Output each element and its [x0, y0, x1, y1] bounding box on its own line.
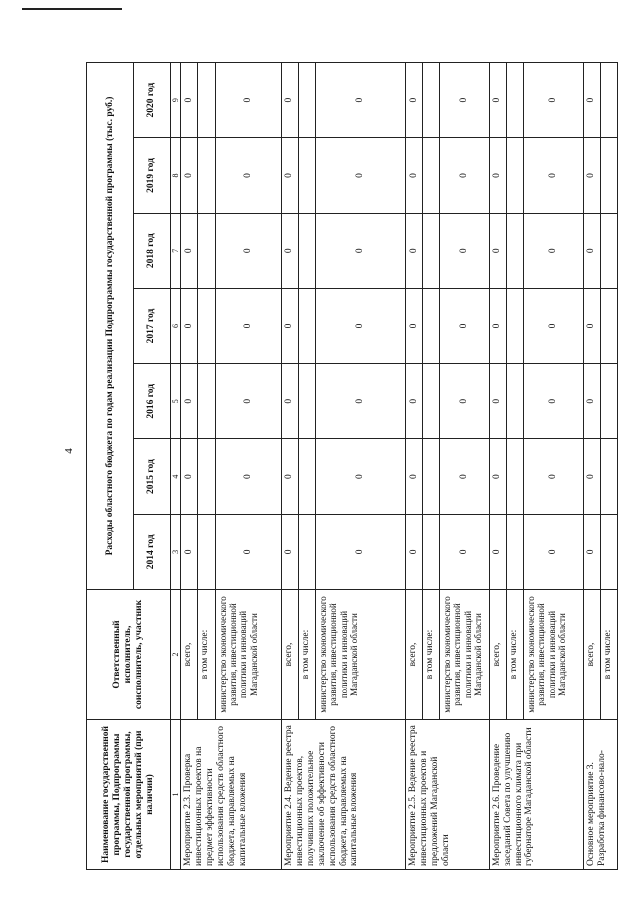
total-label: всего,: [281, 590, 298, 720]
value-cell: 0: [523, 138, 583, 213]
value-cell: 0: [440, 213, 490, 288]
value-cell: 0: [181, 213, 198, 288]
value-cell: 0: [281, 63, 298, 138]
row-name: Мероприятие 2.3. Проверка инвестиционных проектов на предмет эффективности использования средств областного бюджета, направляемых на капитальные вложения: [181, 720, 281, 870]
year-header: 2020 год: [134, 63, 170, 138]
header-name: Наименование государственной программы, Подпрограммы государственной программы, отдельных мероприятий (при наличии): [87, 720, 171, 870]
total-label: всего,: [181, 590, 198, 720]
value-cell: 0: [405, 439, 422, 514]
value-cell: 0: [316, 364, 406, 439]
year-header: 2014 год: [134, 514, 170, 589]
including-label: в том числе:: [600, 590, 617, 720]
including-label: в том числе:: [506, 590, 523, 720]
value-cell: 0: [489, 364, 506, 439]
value-cell: 0: [523, 288, 583, 363]
top-rule: [22, 8, 122, 10]
total-label: всего,: [583, 590, 600, 720]
value-cell: 0: [405, 63, 422, 138]
value-cell: 0: [181, 288, 198, 363]
value-cell: 0: [523, 364, 583, 439]
rotated-table-stage: [86, 62, 618, 870]
value-cell: 0: [440, 138, 490, 213]
col-number: 8: [170, 138, 181, 213]
col-number: 1: [170, 720, 181, 870]
row-name: Основное мероприятие 3. Разработка финансово-нало-: [583, 720, 617, 870]
value-cell: 0: [215, 364, 281, 439]
ministry-label: министерство экономического развития, инвестиционной политики и инноваций Магаданской области: [215, 590, 281, 720]
value-cell: 0: [215, 514, 281, 589]
header-expenses: Расходы областного бюджета по годам реализации Подпрограммы государственной программы (тыс. руб.): [87, 63, 134, 590]
budget-table: [86, 62, 618, 870]
row-name: Мероприятие 2.6. Проведение заседаний Совета по улучшению инвестиционного климата при губернаторе Магаданской области: [489, 720, 583, 870]
value-cell: 0: [583, 213, 600, 288]
value-cell: 0: [440, 288, 490, 363]
value-cell: 0: [281, 288, 298, 363]
value-cell: 0: [405, 514, 422, 589]
ministry-label: министерство экономического развития, инвестиционной политики и инноваций Магаданской области: [523, 590, 583, 720]
col-number: 7: [170, 213, 181, 288]
value-cell: 0: [583, 138, 600, 213]
col-number: 3: [170, 514, 181, 589]
year-header: 2018 год: [134, 213, 170, 288]
value-cell: 0: [440, 439, 490, 514]
value-cell: 0: [281, 514, 298, 589]
value-cell: 0: [405, 213, 422, 288]
value-cell: 0: [215, 213, 281, 288]
value-cell: 0: [405, 364, 422, 439]
value-cell: 0: [316, 138, 406, 213]
total-label: всего,: [405, 590, 422, 720]
value-cell: 0: [281, 439, 298, 514]
value-cell: 0: [215, 138, 281, 213]
value-cell: 0: [215, 63, 281, 138]
value-cell: 0: [405, 138, 422, 213]
page-number: 4: [62, 448, 75, 454]
value-cell: 0: [523, 439, 583, 514]
year-header: 2017 год: [134, 288, 170, 363]
value-cell: 0: [489, 288, 506, 363]
rotated-table: [86, 62, 618, 870]
value-cell: 0: [215, 288, 281, 363]
value-cell: 0: [489, 213, 506, 288]
value-cell: 0: [583, 288, 600, 363]
ministry-label: министерство экономического развития, инвестиционной политики и инноваций Магаданской области: [440, 590, 490, 720]
year-header: 2015 год: [134, 439, 170, 514]
value-cell: 0: [440, 364, 490, 439]
value-cell: 0: [523, 213, 583, 288]
value-cell: 0: [181, 364, 198, 439]
value-cell: 0: [181, 138, 198, 213]
col-number: 6: [170, 288, 181, 363]
ministry-label: министерство экономического развития, инвестиционной политики и инноваций Магаданской области: [316, 590, 406, 720]
value-cell: 0: [489, 138, 506, 213]
value-cell: 0: [316, 514, 406, 589]
value-cell: 0: [489, 439, 506, 514]
value-cell: 0: [489, 514, 506, 589]
including-label: в том числе:: [423, 590, 440, 720]
col-number: 2: [170, 590, 181, 720]
value-cell: 0: [281, 364, 298, 439]
value-cell: 0: [316, 63, 406, 138]
value-cell: 0: [440, 63, 490, 138]
value-cell: 0: [181, 514, 198, 589]
value-cell: 0: [489, 63, 506, 138]
value-cell: 0: [440, 514, 490, 589]
col-number: 9: [170, 63, 181, 138]
value-cell: 0: [181, 439, 198, 514]
col-number: 5: [170, 364, 181, 439]
value-cell: 0: [523, 514, 583, 589]
total-label: всего,: [489, 590, 506, 720]
row-name: Мероприятие 2.4. Ведение реестра инвестиционных проектов, получивших положительное заключение об эффективности использования средств областного бюджета, направляемых на капитальные вложения: [281, 720, 405, 870]
including-label: в том числе:: [198, 590, 215, 720]
value-cell: 0: [181, 63, 198, 138]
value-cell: 0: [215, 439, 281, 514]
value-cell: 0: [281, 213, 298, 288]
row-name: Мероприятие 2.5. Ведение реестра инвестиционных проектов и предложений Магаданской области: [405, 720, 489, 870]
including-label: в том числе:: [298, 590, 315, 720]
value-cell: 0: [583, 63, 600, 138]
year-header: 2016 год: [134, 364, 170, 439]
value-cell: 0: [405, 288, 422, 363]
year-header: 2019 год: [134, 138, 170, 213]
value-cell: 0: [316, 288, 406, 363]
header-executor: Ответственный исполнитель, соисполнитель, участник: [87, 590, 171, 720]
col-number: 4: [170, 439, 181, 514]
value-cell: 0: [583, 364, 600, 439]
value-cell: 0: [583, 439, 600, 514]
value-cell: 0: [316, 439, 406, 514]
value-cell: 0: [281, 138, 298, 213]
value-cell: 0: [583, 514, 600, 589]
value-cell: 0: [523, 63, 583, 138]
value-cell: 0: [316, 213, 406, 288]
